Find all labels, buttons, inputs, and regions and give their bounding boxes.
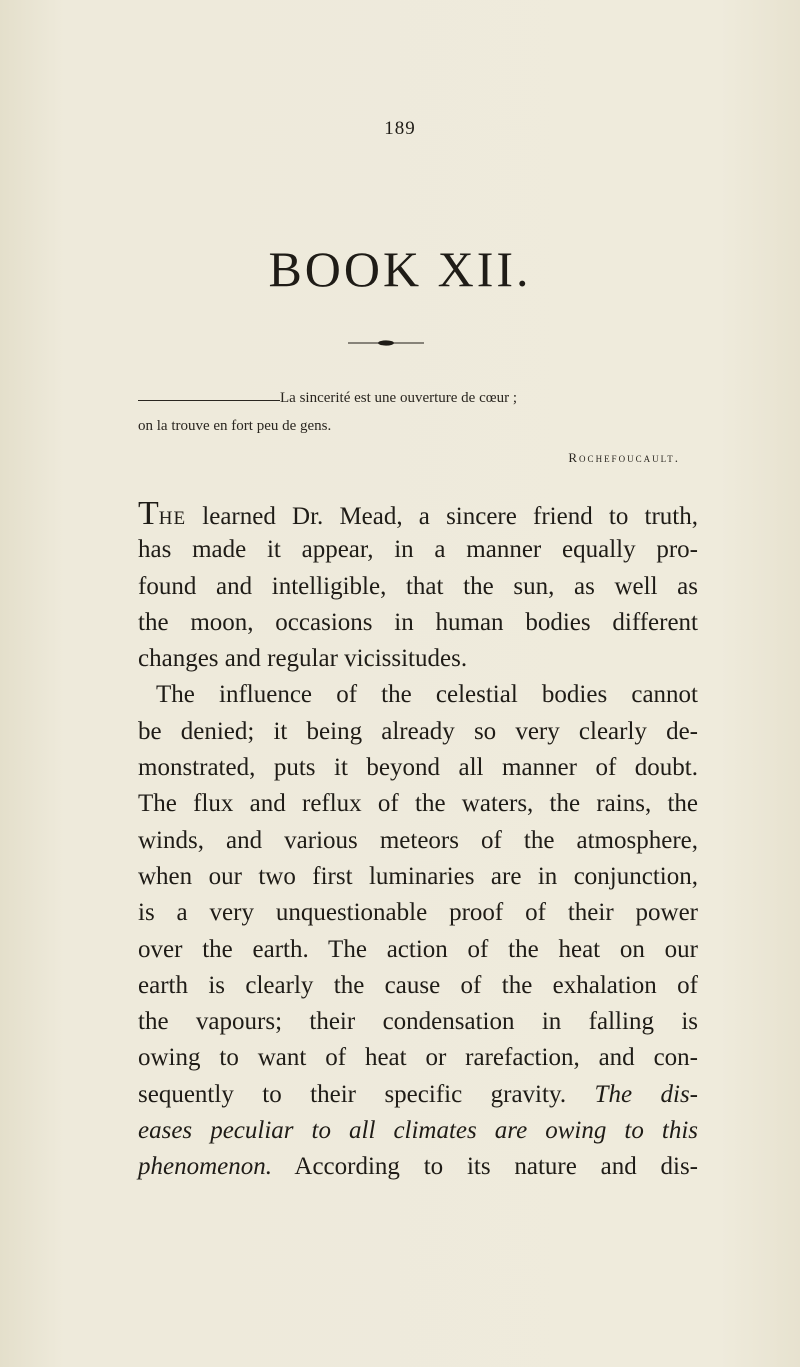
text-line: sequently to their specific gravity. The dis- <box>138 1080 699 1108</box>
text-line: owing to want of heat or rarefaction, and con- <box>138 1044 698 1072</box>
ornament-divider-icon <box>348 340 424 346</box>
page-number: 189 <box>384 118 416 139</box>
small-caps-word: HE <box>158 508 187 529</box>
italic-text: eases peculiar to all climates are owing to this <box>138 1117 698 1145</box>
text-line: be denied; it being already so very clearly de- <box>138 717 698 745</box>
text-line: The influence of the celestial bodies cannot <box>156 681 698 709</box>
drop-cap: T <box>138 495 159 532</box>
text-line: winds, and various meteors of the atmosphere, <box>138 826 698 854</box>
text-line: changes and regular vicissitudes. <box>138 645 468 673</box>
book-title: BOOK XII. <box>268 241 532 297</box>
text-line: The flux and reflux of the waters, the rains, the <box>138 790 698 818</box>
text-line: the moon, occasions in human bodies different <box>138 608 698 636</box>
text-line: monstrated, puts it beyond all manner of doubt. <box>138 754 698 782</box>
text-line: is a very unquestionable proof of their power <box>138 899 698 927</box>
epigraph-line-1: La sincerité est une ouverture de cœur ; <box>280 390 517 406</box>
epigraph-author <box>138 444 698 472</box>
text-line <box>138 1113 698 1149</box>
text-line: the vapours; their condensation in falling is <box>138 1008 698 1036</box>
text-line: over the earth. The action of the heat on our <box>138 935 698 963</box>
epigraph-line-2: on la trouve en fort peu de gens. <box>138 418 332 434</box>
body-text <box>138 496 698 1186</box>
italic-text: phenomenon. <box>138 1153 272 1181</box>
text-line: when our two first luminaries are in conjunction, <box>138 862 698 890</box>
italic-text: The dis- <box>594 1080 699 1108</box>
epigraph-dash <box>138 400 280 401</box>
text-line: has made it appear, in a manner equally pro- <box>138 536 698 564</box>
text-line: earth is clearly the cause of the exhalation of <box>138 971 698 999</box>
epigraph <box>138 384 698 472</box>
text-line: phenomenon. According to its nature and dis- <box>138 1153 698 1181</box>
text-line: THE learned Dr. Mead, a sincere friend to truth, <box>138 495 698 532</box>
epigraph-author-name: Rochefoucault. <box>568 450 680 465</box>
text-line: found and intelligible, that the sun, as well as <box>138 572 698 600</box>
